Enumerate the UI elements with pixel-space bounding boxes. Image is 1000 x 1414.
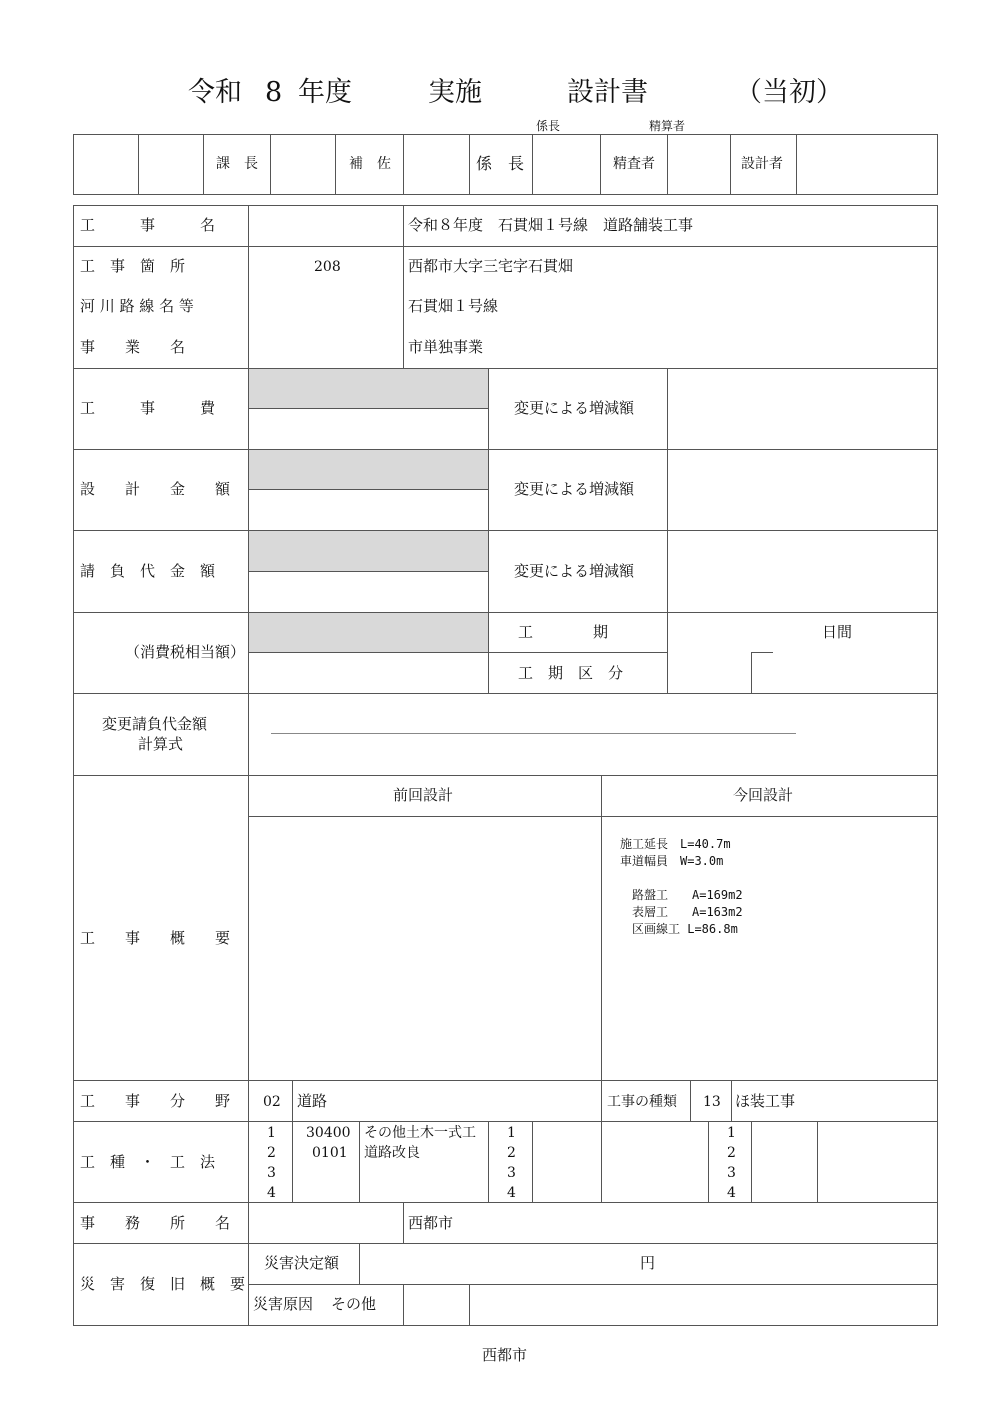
- koshu-num: 1: [267, 1125, 276, 1141]
- saigai-sonota: その他: [331, 1295, 377, 1313]
- title-year-suffix: 年度: [298, 77, 352, 108]
- koshu-num: 2: [727, 1145, 736, 1161]
- gaiyo-line: [620, 869, 743, 886]
- koshu-num: 3: [267, 1165, 276, 1181]
- sekkei-change-label: 変更による増減額: [514, 480, 635, 498]
- title-kind: 実施: [428, 77, 482, 108]
- ukeoi-amount-cell[interactable]: [249, 531, 488, 571]
- shurui-code: 13: [703, 1094, 721, 1110]
- label-jigyo: 事 業 名: [80, 338, 186, 356]
- koshu-nums-3: [727, 1125, 736, 1205]
- gaiyo-curr-header: 今回設計: [733, 786, 794, 804]
- koshu-num: 4: [507, 1185, 516, 1201]
- value-koji-kasho-code: 208: [314, 259, 341, 275]
- shurui-name: ほ装工事: [735, 1092, 796, 1110]
- label-henko-2: 計算式: [138, 735, 184, 753]
- koshu-num: 2: [507, 1145, 516, 1161]
- stamp-caption-seisansha: 精算者: [649, 119, 686, 133]
- gaiyo-line: 車道幅員 W=3.0m: [620, 854, 724, 868]
- sekkei-amount-cell[interactable]: [249, 450, 488, 489]
- label-shohizei: （消費税相当額）: [125, 643, 246, 661]
- value-jimusho: 西都市: [408, 1214, 454, 1232]
- koshu-num: 2: [267, 1145, 276, 1161]
- koshu-num: 4: [727, 1185, 736, 1201]
- approval-seisasha: 精査者: [613, 156, 655, 172]
- koshu-name2: 道路改良: [364, 1145, 420, 1161]
- label-henko-1: 変更請負代金額: [102, 715, 208, 733]
- kojihi-change-label: 変更による増減額: [514, 399, 635, 417]
- value-koji-kasho: 西都市大字三宅字石貫畑: [408, 257, 574, 275]
- gaiyo-line: 施工延長 L=40.7m: [620, 837, 731, 851]
- title-era: 令和: [188, 77, 242, 108]
- value-koji-mei: 令和８年度 石貫畑１号線 道路舗装工事: [408, 216, 694, 234]
- koshu-code1: 30400: [306, 1125, 351, 1141]
- koshu-num: 4: [267, 1185, 276, 1201]
- ukeoi-change-label: 変更による増減額: [514, 562, 635, 580]
- shohizei-amount-cell[interactable]: [249, 613, 488, 652]
- gaiyo-line: 表層工 A=163m2: [620, 905, 743, 919]
- label-saigai: 災 害 復 旧 概 要: [80, 1275, 246, 1293]
- koshu-nums-1: [267, 1125, 276, 1205]
- label-ukeoi: 請 負 代 金 額: [80, 562, 216, 580]
- koshu-code2: 0101: [312, 1145, 348, 1161]
- title-doc: 設計書: [567, 77, 648, 108]
- saigai-kettei-label: 災害決定額: [264, 1254, 340, 1272]
- label-bunya: 工 事 分 野: [80, 1092, 231, 1110]
- koki-unit: 日間: [822, 623, 853, 641]
- footer-city: 西都市: [482, 1346, 528, 1364]
- label-koki: 工 期: [518, 623, 609, 641]
- kojihi-amount-cell[interactable]: [249, 369, 488, 408]
- bunya-name: 道路: [297, 1092, 328, 1110]
- label-rosen: 河 川 路 線 名 等: [80, 297, 194, 315]
- label-gaiyo: 工 事 概 要: [80, 929, 231, 947]
- title-year: 8: [265, 77, 283, 108]
- label-koji-mei: 工 事 名: [80, 216, 216, 234]
- koshu-nums-2: [507, 1125, 516, 1205]
- label-koji-kasho: 工 事 箇 所: [80, 257, 186, 275]
- title-status: （当初）: [735, 77, 843, 108]
- approval-kakaricho: 係 長: [476, 154, 525, 173]
- approval-hosa: 補 佐: [349, 156, 391, 172]
- approval-kacho: 課 長: [216, 156, 258, 172]
- gaiyo-description: [620, 835, 743, 937]
- label-koshu: 工 種 ・ 工 法: [80, 1153, 216, 1171]
- koshu-num: 3: [727, 1165, 736, 1181]
- saigai-yen: 円: [640, 1254, 656, 1272]
- gaiyo-prev-header: 前回設計: [393, 786, 454, 804]
- koshu-num: 3: [507, 1165, 516, 1181]
- label-koki-kubun: 工 期 区 分: [518, 664, 624, 682]
- label-sekkei-kingaku: 設 計 金 額: [80, 480, 231, 498]
- shurui-label: 工事の種類: [607, 1094, 677, 1110]
- koshu-name1: その他土木一式工: [364, 1125, 476, 1141]
- koshu-num: 1: [727, 1125, 736, 1141]
- approval-sekkeisha: 設計者: [741, 156, 783, 172]
- koshu-num: 1: [507, 1125, 516, 1141]
- bunya-code: 02: [263, 1094, 281, 1110]
- saigai-genin-label: 災害原因: [253, 1295, 314, 1313]
- label-jimusho: 事 務 所 名: [80, 1214, 231, 1232]
- gaiyo-line: 路盤工 A=169m2: [620, 888, 743, 902]
- value-rosen: 石貫畑１号線: [408, 297, 499, 315]
- value-jigyo: 市単独事業: [408, 338, 484, 356]
- stamp-caption-kakaricho: 係長: [536, 119, 561, 133]
- gaiyo-line: 区画線工 L=86.8m: [620, 922, 738, 936]
- label-kojihi: 工 事 費: [80, 399, 216, 417]
